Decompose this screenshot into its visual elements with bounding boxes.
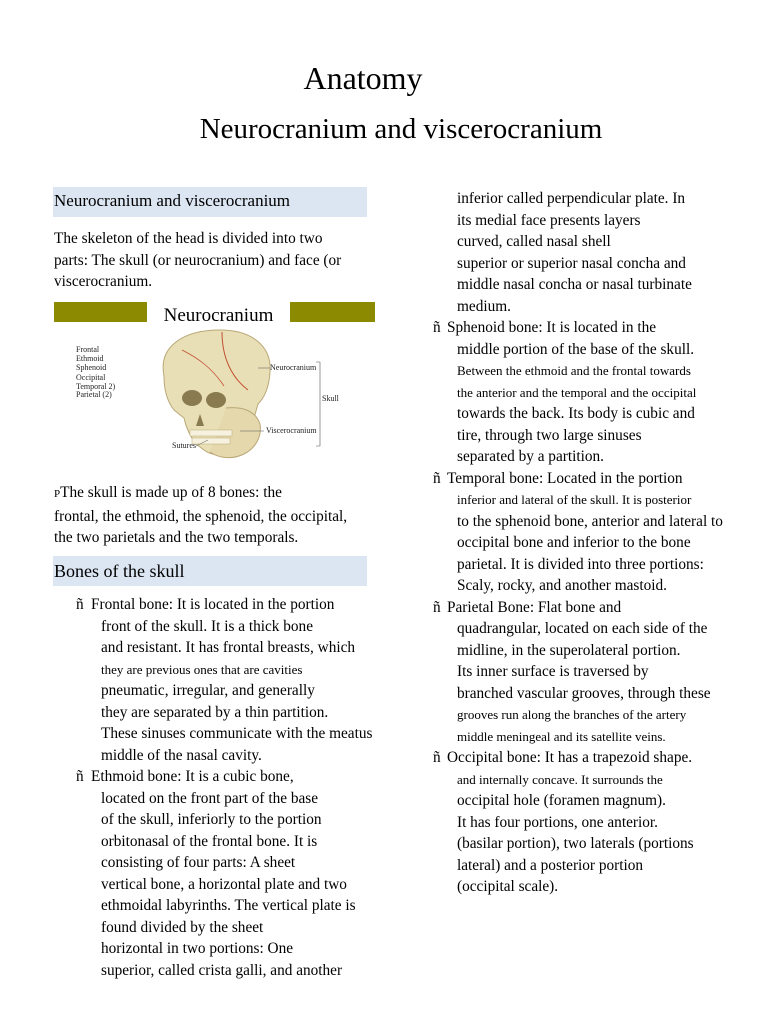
bullet-marker: ñ [433,749,441,766]
label-neurocranium: Neurocranium [270,363,317,372]
parietal-line: middle meningeal and its satellite veins. [457,728,666,744]
cont-line: superior or superior nasal concha and [457,254,686,272]
sphenoid-line: separated by a partition. [457,448,604,465]
ethmoid-line: located on the front part of the base [101,789,319,807]
ethmoid-line: superior, called crista galli, and another [101,961,343,979]
sphenoid-line: tire, through two large sinuses [457,426,642,444]
occipital-line: Occipital bone: It has a trapezoid shape. [447,749,693,766]
intro-line: parts: The skull (or neurocranium) and face (or [54,251,342,269]
ethmoid-line: Ethmoid bone: It is a cubic bone, [91,768,294,785]
skull-illustration [163,330,270,458]
bullet-marker: ñ [433,319,441,336]
parietal-line: grooves run along the branches of the artery [457,707,687,722]
temporal-line: inferior and lateral of the skull. It is posterior [457,492,692,507]
frontal-line: Frontal bone: It is located in the portion [91,596,335,613]
frontal-line: they are separated by a thin partition. [101,703,329,721]
cont-line: curved, called nasal shell [457,233,611,250]
list-item-frontal-bone [76,594,372,766]
ethmoid-line: of the skull, inferiorly to the portion [101,811,322,828]
neurocranium-banner [54,302,375,326]
skull-line: frontal, the ethmoid, the sphenoid, the occipital, [54,507,348,525]
skull-line-text: The skull is made up of 8 bones: the [60,484,282,501]
ethmoid-line: orbitonasal of the frontal bone. It is [101,832,318,850]
label-ethmoid: Ethmoid [76,354,104,363]
temporal-line: to the sphenoid bone, anterior and lateral to [457,512,723,530]
bullet-marker: ñ [433,598,441,616]
frontal-line: pneumatic, irregular, and generally [101,682,315,699]
sphenoid-line: Sphenoid bone: It is located in the [447,319,657,336]
label-skull: Skull [322,394,339,403]
label-temporal: Temporal 2) [76,382,116,391]
document-subtitle: Neurocranium and viscerocranium [199,113,603,145]
sphenoid-line: the anterior and the temporal and the occipital [457,384,697,400]
intro-line: The skeleton of the head is divided into two [54,230,323,247]
parietal-line: quadrangular, located on each side of the [457,620,708,637]
parietal-line: Parietal Bone: Flat bone and [447,598,622,616]
frontal-line: and resistant. It has frontal breasts, which [101,639,356,656]
sphenoid-line: towards the back. Its body is cubic and [457,405,695,422]
frontal-line: front of the skull. It is a thick bone [101,617,313,635]
list-item-occipital-bone [433,747,723,898]
list-item-sphenoid-bone [433,317,723,468]
label-sutures: Sutures [172,441,196,450]
list-item-ethmoid-bone [76,766,372,981]
label-sphenoid: Sphenoid [76,363,107,372]
bullet-marker: ñ [76,596,84,613]
list-item-parietal-bone [433,597,723,748]
section-header-neurocranium-viscerocranium: Neurocranium and viscerocranium [53,187,367,217]
neurocranium-banner-label: Neurocranium [147,302,290,327]
ethmoid-line: horizontal in two portions: One [101,940,294,957]
sphenoid-line: middle portion of the base of the skull. [457,340,695,358]
occipital-line: and internally concave. It surrounds the [457,771,663,787]
temporal-line: occipital bone and inferior to the bone [457,534,691,551]
right-bone-list [433,188,723,898]
bullet-marker: ñ [76,768,84,785]
cont-line: medium. [457,297,511,315]
label-occipital: Occipital [76,373,106,382]
ethmoid-line: consisting of four parts: A sheet [101,854,296,871]
frontal-line: they are previous ones that are cavities [101,661,303,677]
label-parietal: Parietal (2) [76,390,112,399]
bullet-marker: ñ [433,469,441,487]
ethmoid-continuation [433,188,723,317]
parietal-line: Its inner surface is traversed by [457,663,649,680]
left-bone-list [76,594,372,981]
cont-line: middle nasal concha or nasal turbinate [457,276,692,293]
temporal-line: Scaly, rocky, and another mastoid. [457,577,667,594]
temporal-line: Temporal bone: Located in the portion [447,469,683,487]
section-header-bones-of-skull: Bones of the skull [53,556,367,586]
ethmoid-line: vertical bone, a horizontal plate and two [101,875,347,893]
parietal-line: branched vascular grooves, through these [457,684,711,702]
occipital-line: It has four portions, one anterior. [457,813,658,831]
intro-line: viscerocranium. [54,273,153,290]
label-viscerocranium: Viscerocranium [266,426,317,435]
temporal-line: parietal. It is divided into three portions: [457,555,704,573]
list-item-temporal-bone [433,468,723,597]
ethmoid-line: found divided by the sheet [101,918,264,936]
frontal-line: middle of the nasal cavity. [101,746,262,764]
intro-paragraph [54,228,341,293]
sphenoid-line: Between the ethmoid and the frontal towards [457,363,691,378]
occipital-line: occipital hole (foramen magnum). [457,792,666,809]
document-title: Anatomy [303,60,423,96]
occipital-line: (occipital scale). [457,878,559,895]
skull-line: the two parietals and the two temporals. [54,529,299,546]
skull-diagram [72,328,362,473]
label-frontal: Frontal [76,345,100,354]
frontal-line: These sinuses communicate with the meatus [101,725,373,742]
cont-line: its medial face presents layers [457,211,641,229]
occipital-line: lateral) and a posterior portion [457,856,644,874]
skull-line [54,482,347,506]
skull-paragraph [54,482,347,549]
skull-marker: P [54,488,61,500]
ethmoid-line: ethmoidal labyrinths. The vertical plate is [101,897,356,914]
cont-line: inferior called perpendicular plate. In [457,190,686,207]
occipital-line: (basilar portion), two laterals (portions [457,835,694,852]
parietal-line: midline, in the superolateral portion. [457,641,681,659]
